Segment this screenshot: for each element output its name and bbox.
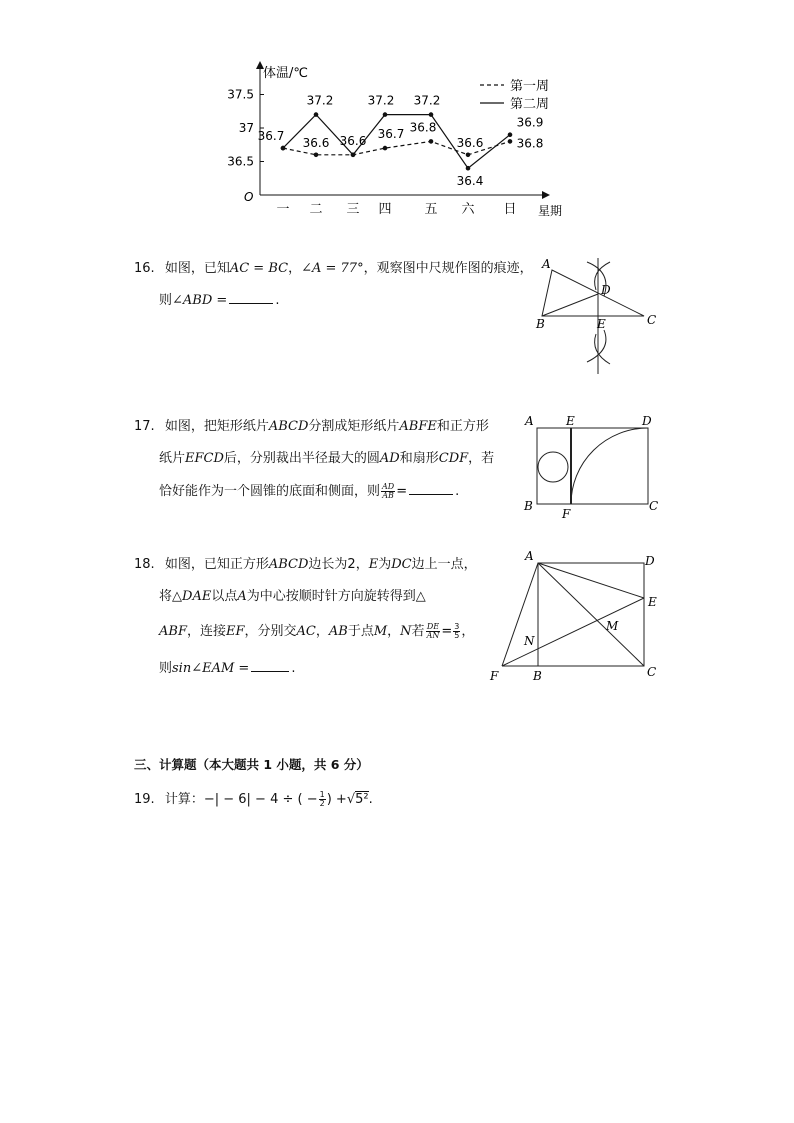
question-17 bbox=[134, 420, 489, 433]
label-d: D bbox=[645, 554, 655, 568]
data-point bbox=[383, 112, 388, 117]
q16-math: AC = BC bbox=[229, 261, 289, 276]
construction-arc-bottom bbox=[587, 330, 606, 362]
q18-math: N bbox=[400, 624, 412, 639]
label-e: E bbox=[597, 317, 606, 331]
question-17-line2 bbox=[159, 452, 494, 465]
segment-bd bbox=[542, 294, 598, 316]
question-17-line3 bbox=[159, 483, 459, 500]
q17-text: . bbox=[455, 484, 460, 499]
label-b: B bbox=[524, 499, 533, 513]
fraction-ad-ab bbox=[381, 483, 395, 500]
q18-text: ，连接 bbox=[186, 624, 226, 639]
q18-math: A bbox=[237, 589, 247, 604]
q18-math: AB bbox=[328, 624, 348, 639]
answer-blank[interactable] bbox=[251, 661, 289, 672]
question-number: 18. bbox=[134, 557, 155, 572]
label-f: F bbox=[490, 669, 499, 683]
data-label: 36.4 bbox=[456, 174, 484, 189]
q18-math: M bbox=[373, 624, 388, 639]
fraction-denominator: AN bbox=[426, 631, 440, 640]
q17-text: 和正方形 bbox=[436, 419, 489, 434]
data-label: 37.2 bbox=[413, 93, 441, 108]
question-16 bbox=[134, 262, 533, 275]
x-tick-label: 四 bbox=[378, 202, 392, 217]
q19-text: . bbox=[368, 792, 373, 807]
data-point bbox=[466, 166, 471, 171]
label-a: A bbox=[525, 549, 534, 563]
data-label: 36.8 bbox=[409, 120, 437, 135]
q18-text: 边长为 bbox=[308, 557, 348, 572]
q18-text: 将 bbox=[159, 589, 173, 604]
sqrt-symbol: √ bbox=[346, 792, 356, 807]
y-tick-label: 37 bbox=[238, 121, 254, 135]
q17-text: 纸片 bbox=[159, 451, 186, 466]
q17-text: 如图，把矩形纸片 bbox=[164, 419, 269, 434]
fraction-numerator: DE bbox=[426, 622, 440, 631]
q19-text: 计算： bbox=[164, 792, 204, 807]
data-label: 36.7 bbox=[377, 127, 405, 142]
circle-ad bbox=[538, 452, 568, 482]
q18-text: ， bbox=[315, 624, 329, 639]
q18-math: DAE bbox=[182, 589, 212, 604]
data-label: 36.9 bbox=[516, 115, 544, 130]
q18-text: △ bbox=[415, 589, 426, 604]
q18-text: 若 bbox=[411, 624, 425, 639]
data-point bbox=[314, 112, 319, 117]
question-18-line4 bbox=[159, 661, 295, 675]
segment-ae bbox=[538, 563, 644, 598]
label-f: F bbox=[562, 507, 571, 521]
label-c: C bbox=[649, 499, 659, 513]
q17-math: ABFE bbox=[399, 419, 437, 434]
q18-text: 为 bbox=[378, 557, 392, 572]
q17-text: = bbox=[396, 484, 408, 499]
q17-text: 和扇形 bbox=[399, 451, 439, 466]
section-heading: 三、计算题（本大题共 1 小题，共 6 分） bbox=[134, 757, 369, 772]
q18-math: E bbox=[368, 557, 379, 572]
data-point bbox=[351, 153, 356, 158]
question-number: 19. bbox=[134, 792, 155, 807]
x-tick-label: 三 bbox=[346, 202, 360, 217]
q17-math: ABCD bbox=[268, 419, 309, 434]
x-axis-arrow bbox=[542, 191, 550, 199]
label-n: N bbox=[524, 634, 535, 648]
label-d: D bbox=[642, 414, 652, 428]
data-point bbox=[508, 139, 513, 144]
data-point bbox=[429, 112, 434, 117]
q18-text: 以点 bbox=[211, 589, 238, 604]
fraction-denominator: 2 bbox=[319, 799, 325, 808]
q16-text: 如图，已知 bbox=[164, 261, 230, 276]
data-label: 36.7 bbox=[257, 129, 285, 144]
question-18-line3 bbox=[159, 623, 474, 640]
q17-text: 后，分别裁出半径最大的圆 bbox=[223, 451, 380, 466]
data-point bbox=[429, 139, 434, 144]
data-point bbox=[466, 153, 471, 158]
q18-text: ， bbox=[387, 624, 401, 639]
label-a: A bbox=[525, 414, 534, 428]
fraction-1-2 bbox=[319, 791, 326, 808]
question-number: 17. bbox=[134, 419, 155, 434]
sector-cdf bbox=[571, 428, 648, 504]
q18-text: 于点 bbox=[347, 624, 374, 639]
data-label: 36.8 bbox=[516, 136, 544, 151]
segment-af bbox=[502, 563, 538, 666]
q18-math: ABF bbox=[159, 624, 187, 639]
fraction-3-5 bbox=[453, 623, 460, 640]
data-label: 36.6 bbox=[302, 135, 330, 150]
answer-blank[interactable] bbox=[229, 293, 273, 304]
q18-text: ，分别交 bbox=[244, 624, 297, 639]
fraction-denominator: AB bbox=[382, 491, 394, 500]
q16-text: ，观察图中尺规作图的痕迹， bbox=[363, 261, 533, 276]
q18-text: ， bbox=[461, 624, 475, 639]
segment-ac bbox=[538, 563, 644, 666]
x-tick-label: 一 bbox=[276, 202, 290, 217]
question-18 bbox=[134, 558, 477, 571]
fraction-numerator: AD bbox=[382, 482, 395, 491]
label-d: D bbox=[601, 283, 611, 297]
q18-text: 则 bbox=[159, 661, 173, 676]
q16-math: ∠A = 77° bbox=[301, 261, 364, 276]
q18-math: AC bbox=[296, 624, 316, 639]
data-label: 37.2 bbox=[306, 93, 334, 108]
y-tick-label: 36.5 bbox=[227, 154, 254, 169]
q18-math: EF bbox=[225, 624, 245, 639]
q18-text: 为中心按顺时针方向旋转得到 bbox=[246, 589, 416, 604]
q16-figure bbox=[532, 254, 667, 379]
q18-text: △ bbox=[172, 589, 183, 604]
data-point bbox=[281, 146, 286, 151]
q18-text: 边上一点， bbox=[411, 557, 477, 572]
x-tick-label: 五 bbox=[424, 202, 438, 217]
answer-blank[interactable] bbox=[409, 484, 453, 495]
q18-math: sin∠EAM = bbox=[172, 661, 250, 676]
label-b: B bbox=[533, 669, 542, 683]
q18-figure bbox=[486, 546, 666, 686]
label-m: M bbox=[606, 619, 619, 633]
question-18-line2 bbox=[159, 590, 426, 603]
q18-math: ABCD bbox=[268, 557, 309, 572]
q18-text: . bbox=[291, 661, 296, 676]
q17-text: 恰好能作为一个圆锥的底面和侧面，则 bbox=[159, 484, 381, 499]
temperature-line-chart bbox=[220, 55, 580, 225]
triangle-abc bbox=[542, 270, 644, 316]
q18-math: 2 bbox=[347, 557, 356, 572]
label-c: C bbox=[647, 313, 657, 327]
data-point bbox=[508, 132, 513, 137]
x-tick-label: 二 bbox=[309, 202, 323, 217]
data-point bbox=[383, 146, 388, 151]
question-16-line2 bbox=[159, 293, 279, 307]
data-label: 37.2 bbox=[367, 93, 395, 108]
label-b: B bbox=[536, 317, 545, 331]
q18-text: = bbox=[441, 624, 453, 639]
q16-text: 则 bbox=[159, 293, 173, 308]
question-19 bbox=[134, 791, 373, 808]
x-tick-label: 日 bbox=[503, 202, 517, 217]
q17-text: ，若 bbox=[468, 451, 495, 466]
data-label: 36.6 bbox=[456, 135, 484, 150]
sqrt-radicand: 5² bbox=[355, 792, 369, 807]
x-tick-label: 六 bbox=[461, 202, 475, 217]
label-e: E bbox=[648, 595, 657, 609]
q19-math: ) + bbox=[326, 792, 347, 807]
q18-math: DC bbox=[391, 557, 412, 572]
y-axis-label: 体温/℃ bbox=[263, 66, 308, 81]
construction-arc-bottom2 bbox=[595, 334, 610, 364]
label-c: C bbox=[647, 665, 657, 679]
fraction-de-an bbox=[426, 623, 441, 640]
rectangle-abcd bbox=[537, 428, 648, 504]
data-point bbox=[314, 153, 319, 158]
q17-text: 分割成矩形纸片 bbox=[308, 419, 400, 434]
legend-label: 第一周 bbox=[510, 79, 550, 94]
y-tick-label: 37.5 bbox=[227, 87, 254, 102]
data-label: 36.6 bbox=[339, 133, 367, 148]
legend-label: 第二周 bbox=[510, 97, 550, 112]
q17-figure bbox=[520, 410, 665, 522]
q16-text: . bbox=[275, 293, 280, 308]
q18-text: ， bbox=[355, 557, 369, 572]
label-e: E bbox=[566, 414, 575, 428]
q17-math: CDF bbox=[438, 451, 469, 466]
x-axis-label: 星期 bbox=[538, 204, 563, 218]
q17-math: EFCD bbox=[185, 451, 224, 466]
fraction-numerator: 3 bbox=[454, 622, 460, 631]
q18-text: 如图，已知正方形 bbox=[164, 557, 269, 572]
fraction-numerator: 1 bbox=[319, 790, 325, 799]
question-number: 16. bbox=[134, 261, 155, 276]
q16-text: ， bbox=[288, 261, 302, 276]
q16-math: ∠ABD = bbox=[172, 293, 228, 308]
q19-math: −| − 6| − 4 ÷ ( − bbox=[203, 792, 318, 807]
q17-math: AD bbox=[379, 451, 400, 466]
segment-ef bbox=[502, 598, 644, 666]
fraction-denominator: 5 bbox=[454, 631, 460, 640]
label-a: A bbox=[542, 257, 551, 271]
origin-label: O bbox=[244, 190, 254, 204]
